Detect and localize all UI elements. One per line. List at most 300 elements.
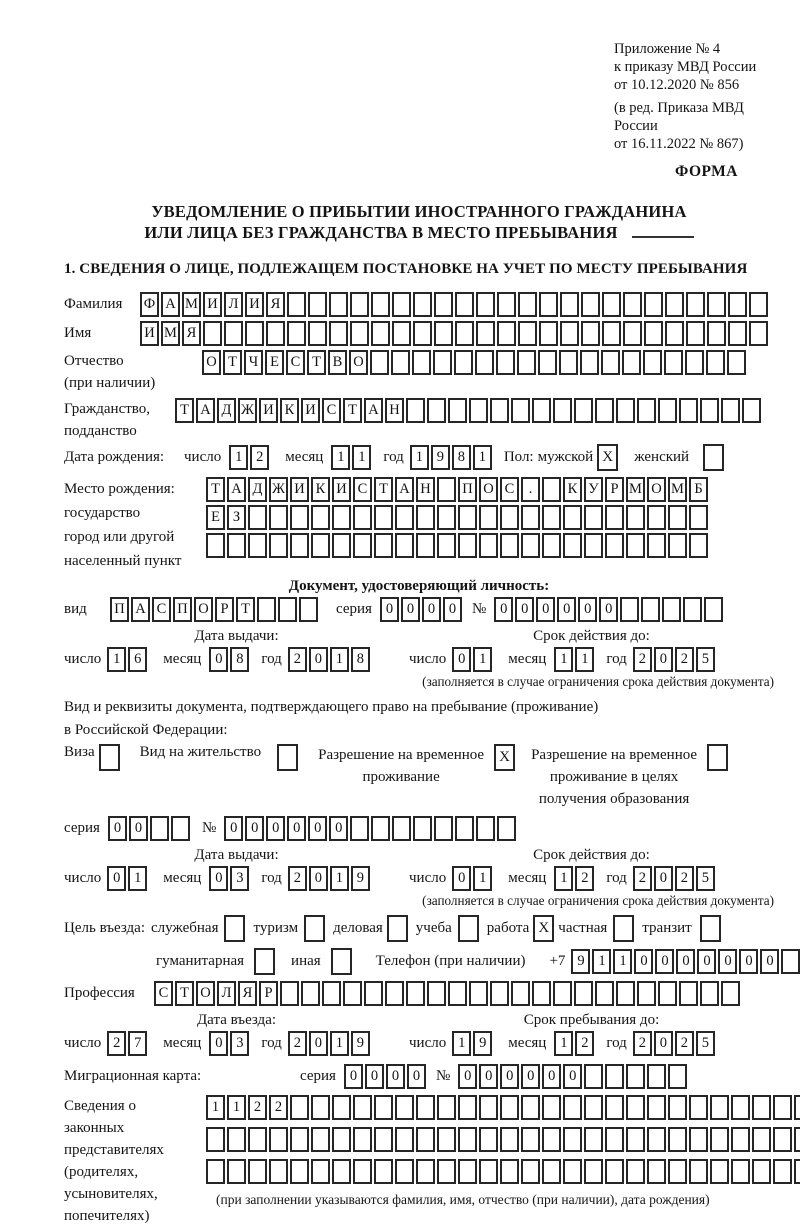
- char-cell[interactable]: 2: [248, 1095, 267, 1120]
- char-cell[interactable]: 0: [760, 949, 779, 974]
- char-cell[interactable]: [623, 292, 642, 317]
- char-cell[interactable]: [437, 1095, 456, 1120]
- char-cell[interactable]: 1: [613, 949, 632, 974]
- char-cell[interactable]: [455, 292, 474, 317]
- char-cell[interactable]: [710, 1095, 729, 1120]
- char-cell[interactable]: 6: [128, 647, 147, 672]
- char-cell[interactable]: Н: [416, 477, 435, 502]
- char-cell[interactable]: [679, 981, 698, 1006]
- char-cell[interactable]: 1: [330, 647, 349, 672]
- char-cell[interactable]: 9: [351, 866, 370, 891]
- char-cell[interactable]: 0: [344, 1064, 363, 1089]
- char-cell[interactable]: [490, 981, 509, 1006]
- char-cell[interactable]: [584, 1127, 603, 1152]
- char-cell[interactable]: [517, 350, 536, 375]
- char-cell[interactable]: [664, 350, 683, 375]
- char-cell[interactable]: 1: [331, 445, 350, 470]
- char-cell[interactable]: Ф: [140, 292, 159, 317]
- char-cell[interactable]: [479, 1095, 498, 1120]
- char-cell[interactable]: Л: [217, 981, 236, 1006]
- char-cell[interactable]: К: [311, 477, 330, 502]
- char-cell[interactable]: [647, 1127, 666, 1152]
- char-cell[interactable]: 0: [365, 1064, 384, 1089]
- char-cell[interactable]: [644, 292, 663, 317]
- char-cell[interactable]: Р: [259, 981, 278, 1006]
- char-cell[interactable]: [668, 1064, 687, 1089]
- char-cell[interactable]: 2: [633, 647, 652, 672]
- char-cell[interactable]: [752, 1095, 771, 1120]
- char-cell[interactable]: И: [245, 292, 264, 317]
- char-cell[interactable]: [560, 321, 579, 346]
- char-cell[interactable]: С: [154, 981, 173, 1006]
- char-cell[interactable]: [490, 398, 509, 423]
- char-cell[interactable]: [455, 321, 474, 346]
- char-cell[interactable]: [584, 1064, 603, 1089]
- char-cell[interactable]: [685, 350, 704, 375]
- char-cell[interactable]: [700, 981, 719, 1006]
- char-cell[interactable]: [322, 981, 341, 1006]
- char-cell[interactable]: [553, 981, 572, 1006]
- char-cell[interactable]: [406, 981, 425, 1006]
- purpose-transit-checkbox[interactable]: [700, 915, 721, 942]
- char-cell[interactable]: [290, 505, 309, 530]
- char-cell[interactable]: 0: [515, 597, 534, 622]
- char-cell[interactable]: [479, 533, 498, 558]
- char-cell[interactable]: Е: [206, 505, 225, 530]
- char-cell[interactable]: [416, 505, 435, 530]
- char-cell[interactable]: Я: [238, 981, 257, 1006]
- char-cell[interactable]: [623, 321, 642, 346]
- char-cell[interactable]: 1: [575, 647, 594, 672]
- char-cell[interactable]: 0: [676, 949, 695, 974]
- char-cell[interactable]: 0: [401, 597, 420, 622]
- char-cell[interactable]: Т: [236, 597, 255, 622]
- char-cell[interactable]: [662, 597, 681, 622]
- char-cell[interactable]: [620, 597, 639, 622]
- char-cell[interactable]: 8: [452, 445, 471, 470]
- char-cell[interactable]: 0: [452, 866, 471, 891]
- char-cell[interactable]: [500, 1127, 519, 1152]
- char-cell[interactable]: А: [395, 477, 414, 502]
- char-cell[interactable]: 1: [352, 445, 371, 470]
- char-cell[interactable]: [475, 350, 494, 375]
- char-cell[interactable]: [269, 505, 288, 530]
- char-cell[interactable]: 0: [309, 647, 328, 672]
- purpose-business-checkbox[interactable]: [224, 915, 245, 942]
- char-cell[interactable]: [476, 816, 495, 841]
- char-cell[interactable]: .: [521, 477, 540, 502]
- char-cell[interactable]: [257, 597, 276, 622]
- char-cell[interactable]: [710, 1127, 729, 1152]
- char-cell[interactable]: [643, 350, 662, 375]
- char-cell[interactable]: [721, 398, 740, 423]
- char-cell[interactable]: А: [196, 398, 215, 423]
- char-cell[interactable]: 1: [107, 647, 126, 672]
- char-cell[interactable]: 0: [443, 597, 462, 622]
- char-cell[interactable]: [374, 505, 393, 530]
- char-cell[interactable]: [374, 1127, 393, 1152]
- char-cell[interactable]: И: [259, 398, 278, 423]
- char-cell[interactable]: [332, 1127, 351, 1152]
- visa-checkbox[interactable]: [99, 744, 120, 771]
- char-cell[interactable]: [658, 981, 677, 1006]
- char-cell[interactable]: С: [286, 350, 305, 375]
- char-cell[interactable]: [497, 292, 516, 317]
- char-cell[interactable]: 0: [697, 949, 716, 974]
- char-cell[interactable]: [686, 321, 705, 346]
- char-cell[interactable]: [203, 321, 222, 346]
- char-cell[interactable]: [542, 533, 561, 558]
- char-cell[interactable]: 0: [224, 816, 243, 841]
- char-cell[interactable]: [224, 321, 243, 346]
- char-cell[interactable]: 3: [230, 866, 249, 891]
- char-cell[interactable]: Т: [343, 398, 362, 423]
- char-cell[interactable]: [731, 1127, 750, 1152]
- char-cell[interactable]: 0: [209, 1031, 228, 1056]
- char-cell[interactable]: [150, 816, 169, 841]
- char-cell[interactable]: [616, 398, 635, 423]
- char-cell[interactable]: М: [668, 477, 687, 502]
- char-cell[interactable]: [248, 533, 267, 558]
- char-cell[interactable]: [665, 292, 684, 317]
- char-cell[interactable]: В: [328, 350, 347, 375]
- char-cell[interactable]: А: [364, 398, 383, 423]
- char-cell[interactable]: [392, 321, 411, 346]
- char-cell[interactable]: 0: [329, 816, 348, 841]
- char-cell[interactable]: К: [563, 477, 582, 502]
- char-cell[interactable]: [584, 505, 603, 530]
- char-cell[interactable]: 0: [108, 816, 127, 841]
- char-cell[interactable]: [206, 1127, 225, 1152]
- char-cell[interactable]: 0: [386, 1064, 405, 1089]
- char-cell[interactable]: 0: [380, 597, 399, 622]
- char-cell[interactable]: [353, 505, 372, 530]
- char-cell[interactable]: [395, 1127, 414, 1152]
- char-cell[interactable]: П: [110, 597, 129, 622]
- char-cell[interactable]: [395, 533, 414, 558]
- purpose-study-checkbox[interactable]: [458, 915, 479, 942]
- char-cell[interactable]: [391, 350, 410, 375]
- char-cell[interactable]: Т: [175, 981, 194, 1006]
- char-cell[interactable]: [686, 292, 705, 317]
- char-cell[interactable]: 1: [554, 866, 573, 891]
- char-cell[interactable]: [458, 1095, 477, 1120]
- char-cell[interactable]: [668, 1095, 687, 1120]
- char-cell[interactable]: [560, 292, 579, 317]
- char-cell[interactable]: 2: [575, 866, 594, 891]
- char-cell[interactable]: [626, 1095, 645, 1120]
- char-cell[interactable]: [171, 816, 190, 841]
- char-cell[interactable]: [518, 292, 537, 317]
- char-cell[interactable]: [206, 533, 225, 558]
- char-cell[interactable]: [308, 321, 327, 346]
- char-cell[interactable]: [563, 1127, 582, 1152]
- char-cell[interactable]: 0: [287, 816, 306, 841]
- char-cell[interactable]: [559, 350, 578, 375]
- char-cell[interactable]: О: [202, 350, 221, 375]
- char-cell[interactable]: [641, 597, 660, 622]
- char-cell[interactable]: [595, 398, 614, 423]
- char-cell[interactable]: [269, 533, 288, 558]
- char-cell[interactable]: Я: [266, 292, 285, 317]
- char-cell[interactable]: [532, 398, 551, 423]
- char-cell[interactable]: [521, 1095, 540, 1120]
- char-cell[interactable]: [626, 1064, 645, 1089]
- char-cell[interactable]: 1: [229, 445, 248, 470]
- char-cell[interactable]: [742, 398, 761, 423]
- char-cell[interactable]: [728, 292, 747, 317]
- char-cell[interactable]: [311, 533, 330, 558]
- char-cell[interactable]: 0: [654, 1031, 673, 1056]
- char-cell[interactable]: 2: [250, 445, 269, 470]
- char-cell[interactable]: [301, 981, 320, 1006]
- char-cell[interactable]: [434, 816, 453, 841]
- char-cell[interactable]: [427, 981, 446, 1006]
- char-cell[interactable]: 1: [473, 866, 492, 891]
- char-cell[interactable]: [521, 1127, 540, 1152]
- char-cell[interactable]: И: [332, 477, 351, 502]
- char-cell[interactable]: И: [203, 292, 222, 317]
- char-cell[interactable]: [437, 1127, 456, 1152]
- temp-residence-checkbox[interactable]: X: [494, 744, 515, 771]
- char-cell[interactable]: [374, 533, 393, 558]
- char-cell[interactable]: 0: [521, 1064, 540, 1089]
- char-cell[interactable]: 1: [128, 866, 147, 891]
- char-cell[interactable]: [647, 1064, 666, 1089]
- char-cell[interactable]: [329, 292, 348, 317]
- char-cell[interactable]: 1: [330, 866, 349, 891]
- char-cell[interactable]: С: [322, 398, 341, 423]
- char-cell[interactable]: [437, 533, 456, 558]
- char-cell[interactable]: [412, 350, 431, 375]
- char-cell[interactable]: [773, 1095, 792, 1120]
- char-cell[interactable]: [392, 292, 411, 317]
- char-cell[interactable]: Н: [385, 398, 404, 423]
- char-cell[interactable]: [353, 1095, 372, 1120]
- char-cell[interactable]: [668, 533, 687, 558]
- char-cell[interactable]: 0: [458, 1064, 477, 1089]
- char-cell[interactable]: М: [161, 321, 180, 346]
- char-cell[interactable]: [521, 505, 540, 530]
- char-cell[interactable]: [580, 350, 599, 375]
- char-cell[interactable]: [416, 1095, 435, 1120]
- char-cell[interactable]: Д: [248, 477, 267, 502]
- char-cell[interactable]: [605, 1127, 624, 1152]
- char-cell[interactable]: [542, 1095, 561, 1120]
- char-cell[interactable]: 0: [479, 1064, 498, 1089]
- char-cell[interactable]: [448, 398, 467, 423]
- char-cell[interactable]: [539, 292, 558, 317]
- char-cell[interactable]: [647, 533, 666, 558]
- char-cell[interactable]: Е: [265, 350, 284, 375]
- char-cell[interactable]: 5: [696, 1031, 715, 1056]
- char-cell[interactable]: 8: [351, 647, 370, 672]
- char-cell[interactable]: [518, 321, 537, 346]
- char-cell[interactable]: [287, 321, 306, 346]
- char-cell[interactable]: [350, 292, 369, 317]
- char-cell[interactable]: 1: [330, 1031, 349, 1056]
- char-cell[interactable]: 0: [563, 1064, 582, 1089]
- char-cell[interactable]: 2: [675, 866, 694, 891]
- char-cell[interactable]: 1: [554, 647, 573, 672]
- char-cell[interactable]: [280, 981, 299, 1006]
- char-cell[interactable]: [749, 292, 768, 317]
- char-cell[interactable]: [584, 533, 603, 558]
- char-cell[interactable]: [728, 321, 747, 346]
- char-cell[interactable]: 2: [288, 1031, 307, 1056]
- char-cell[interactable]: [602, 321, 621, 346]
- char-cell[interactable]: [721, 981, 740, 1006]
- char-cell[interactable]: Т: [206, 477, 225, 502]
- char-cell[interactable]: М: [626, 477, 645, 502]
- char-cell[interactable]: [458, 533, 477, 558]
- char-cell[interactable]: О: [647, 477, 666, 502]
- sex-male-checkbox[interactable]: X: [597, 444, 618, 471]
- char-cell[interactable]: [542, 1127, 561, 1152]
- char-cell[interactable]: [626, 1127, 645, 1152]
- char-cell[interactable]: [539, 321, 558, 346]
- char-cell[interactable]: [248, 505, 267, 530]
- char-cell[interactable]: [437, 477, 456, 502]
- char-cell[interactable]: [511, 981, 530, 1006]
- char-cell[interactable]: [458, 505, 477, 530]
- char-cell[interactable]: [622, 350, 641, 375]
- char-cell[interactable]: [476, 321, 495, 346]
- char-cell[interactable]: [521, 533, 540, 558]
- char-cell[interactable]: К: [280, 398, 299, 423]
- char-cell[interactable]: [665, 321, 684, 346]
- char-cell[interactable]: 9: [473, 1031, 492, 1056]
- char-cell[interactable]: [353, 1127, 372, 1152]
- char-cell[interactable]: А: [161, 292, 180, 317]
- char-cell[interactable]: [581, 292, 600, 317]
- char-cell[interactable]: [706, 350, 725, 375]
- char-cell[interactable]: Ч: [244, 350, 263, 375]
- residence-permit-checkbox[interactable]: [277, 744, 298, 771]
- char-cell[interactable]: [227, 533, 246, 558]
- char-cell[interactable]: [433, 350, 452, 375]
- char-cell[interactable]: [332, 505, 351, 530]
- char-cell[interactable]: [616, 981, 635, 1006]
- char-cell[interactable]: [689, 1127, 708, 1152]
- char-cell[interactable]: 1: [592, 949, 611, 974]
- char-cell[interactable]: [469, 398, 488, 423]
- char-cell[interactable]: 0: [407, 1064, 426, 1089]
- char-cell[interactable]: [581, 321, 600, 346]
- char-cell[interactable]: Л: [224, 292, 243, 317]
- char-cell[interactable]: [511, 398, 530, 423]
- char-cell[interactable]: 1: [473, 445, 492, 470]
- char-cell[interactable]: 2: [633, 866, 652, 891]
- char-cell[interactable]: [773, 1127, 792, 1152]
- char-cell[interactable]: [370, 350, 389, 375]
- char-cell[interactable]: [227, 1127, 246, 1152]
- char-cell[interactable]: 1: [473, 647, 492, 672]
- char-cell[interactable]: [626, 533, 645, 558]
- char-cell[interactable]: [689, 505, 708, 530]
- temp-residence-education-checkbox[interactable]: [707, 744, 728, 771]
- char-cell[interactable]: [563, 505, 582, 530]
- char-cell[interactable]: [353, 533, 372, 558]
- char-cell[interactable]: 0: [578, 597, 597, 622]
- char-cell[interactable]: [601, 350, 620, 375]
- char-cell[interactable]: Я: [182, 321, 201, 346]
- char-cell[interactable]: 0: [129, 816, 148, 841]
- char-cell[interactable]: 2: [269, 1095, 288, 1120]
- char-cell[interactable]: [299, 597, 318, 622]
- char-cell[interactable]: [626, 505, 645, 530]
- char-cell[interactable]: 1: [227, 1095, 246, 1120]
- char-cell[interactable]: [413, 816, 432, 841]
- char-cell[interactable]: 0: [308, 816, 327, 841]
- char-cell[interactable]: [647, 1095, 666, 1120]
- char-cell[interactable]: Т: [307, 350, 326, 375]
- char-cell[interactable]: [395, 505, 414, 530]
- char-cell[interactable]: [311, 505, 330, 530]
- char-cell[interactable]: 0: [542, 1064, 561, 1089]
- char-cell[interactable]: О: [194, 597, 213, 622]
- char-cell[interactable]: [332, 1095, 351, 1120]
- char-cell[interactable]: [416, 533, 435, 558]
- char-cell[interactable]: [434, 321, 453, 346]
- char-cell[interactable]: 5: [696, 866, 715, 891]
- char-cell[interactable]: [683, 597, 702, 622]
- char-cell[interactable]: [794, 1095, 800, 1120]
- char-cell[interactable]: Д: [217, 398, 236, 423]
- char-cell[interactable]: [371, 816, 390, 841]
- char-cell[interactable]: С: [500, 477, 519, 502]
- char-cell[interactable]: 2: [107, 1031, 126, 1056]
- char-cell[interactable]: [542, 477, 561, 502]
- char-cell[interactable]: [479, 1127, 498, 1152]
- char-cell[interactable]: [497, 816, 516, 841]
- char-cell[interactable]: И: [290, 477, 309, 502]
- char-cell[interactable]: [563, 1095, 582, 1120]
- char-cell[interactable]: [311, 1095, 330, 1120]
- char-cell[interactable]: А: [131, 597, 150, 622]
- char-cell[interactable]: 2: [675, 647, 694, 672]
- char-cell[interactable]: 0: [557, 597, 576, 622]
- char-cell[interactable]: [595, 981, 614, 1006]
- char-cell[interactable]: [637, 981, 656, 1006]
- purpose-other-checkbox[interactable]: [331, 948, 352, 975]
- char-cell[interactable]: 5: [696, 647, 715, 672]
- char-cell[interactable]: Т: [374, 477, 393, 502]
- char-cell[interactable]: 0: [654, 647, 673, 672]
- char-cell[interactable]: 0: [634, 949, 653, 974]
- char-cell[interactable]: 8: [230, 647, 249, 672]
- char-cell[interactable]: [584, 1095, 603, 1120]
- char-cell[interactable]: [496, 350, 515, 375]
- char-cell[interactable]: [794, 1127, 800, 1152]
- char-cell[interactable]: [658, 398, 677, 423]
- char-cell[interactable]: Ж: [269, 477, 288, 502]
- char-cell[interactable]: [437, 505, 456, 530]
- char-cell[interactable]: [290, 1095, 309, 1120]
- char-cell[interactable]: Р: [215, 597, 234, 622]
- char-cell[interactable]: П: [458, 477, 477, 502]
- char-cell[interactable]: О: [479, 477, 498, 502]
- char-cell[interactable]: [469, 981, 488, 1006]
- char-cell[interactable]: О: [349, 350, 368, 375]
- char-cell[interactable]: [749, 321, 768, 346]
- char-cell[interactable]: 0: [536, 597, 555, 622]
- char-cell[interactable]: 0: [494, 597, 513, 622]
- char-cell[interactable]: [574, 398, 593, 423]
- char-cell[interactable]: 0: [107, 866, 126, 891]
- char-cell[interactable]: [707, 292, 726, 317]
- char-cell[interactable]: 0: [718, 949, 737, 974]
